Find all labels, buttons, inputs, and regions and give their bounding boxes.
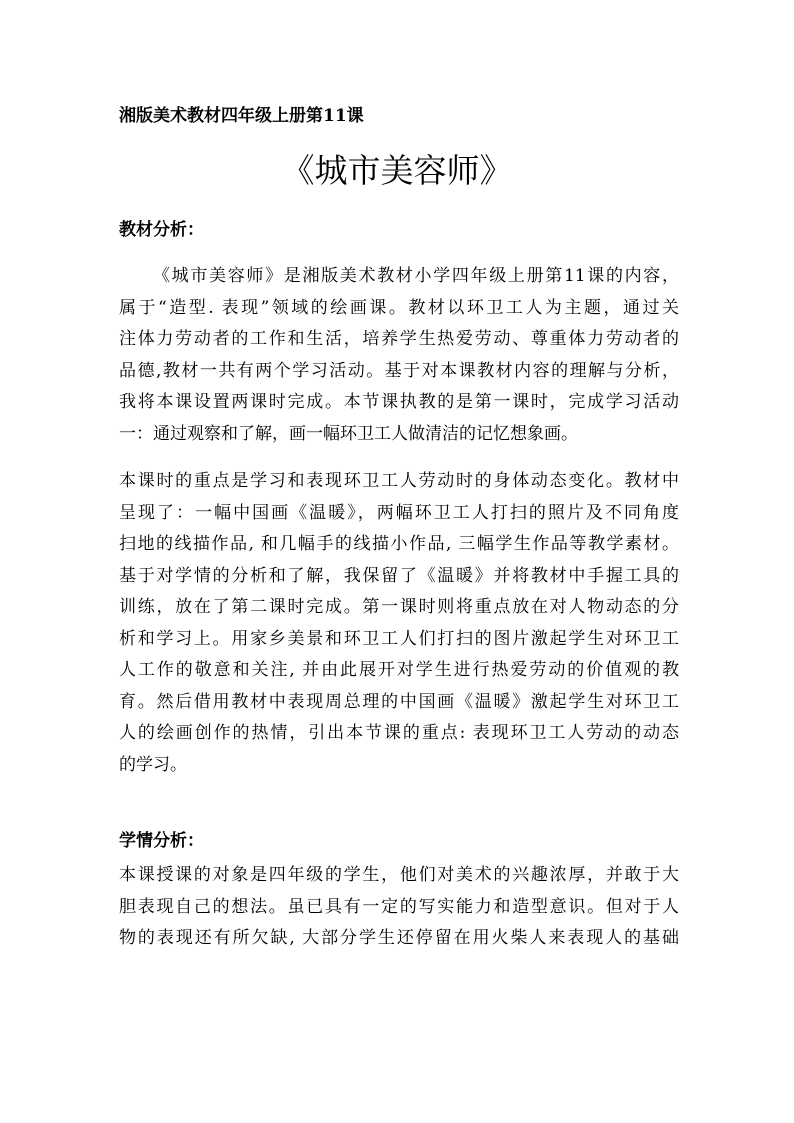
- text-line: 基于对学情的分析和了解，我保留了《温暖》并将教材中手握工具的: [119, 565, 679, 586]
- text-line: 本课授课的对象是四年级的学生，他们对美术的兴趣浓厚，并敢于大: [119, 865, 679, 885]
- text-line: 扫地的线描作品, 和几幅手的线描小作品, 三幅学生作品等教学素材。: [119, 534, 679, 554]
- section-heading-material-analysis: 教材分析：: [119, 220, 204, 240]
- learner-analysis-paragraph: [119, 860, 679, 955]
- text-line: 物的表现还有所欠缺, 大部分学生还停留在用火柴人来表现人的基础: [119, 928, 679, 948]
- text-line: 一：通过观察和了解，画一幅环卫工人做清洁的记忆想象画。: [119, 423, 578, 444]
- text-line: 析和学习上。用家乡美景和环卫工人们打扫的图片激起学生对环卫工: [119, 628, 679, 649]
- material-analysis-paragraph-2: [119, 466, 679, 781]
- text-line: 呈现了：一幅中国画《温暖》，两幅环卫工人打扫的照片及不同角度: [119, 502, 679, 523]
- material-analysis-paragraph-1: [119, 261, 679, 450]
- text-line: 注体力劳动者的工作和生活，培养学生热爱劳动、尊重体力劳动者的: [119, 329, 679, 349]
- document-title: 《城市美容师》: [281, 151, 513, 190]
- text-line: 训练，放在了第二课时完成。第一课时则将重点放在对人物动态的分: [119, 597, 679, 617]
- text-line: 品德,教材一共有两个学习活动。基于对本课教材内容的理解与分析，: [119, 360, 679, 381]
- text-line: 人工作的敬意和关注, 并由此展开对学生进行热爱劳动的价值观的教: [119, 660, 679, 680]
- text-line: 属于“造型. 表现”领域的绘画课。教材以环卫工人为主题，通过关: [119, 297, 679, 318]
- text-line: 《城市美容师》是湘版美术教材小学四年级上册第11课的内容，: [153, 266, 679, 286]
- text-line: 人的绘画创作的热情，引出本节课的重点: 表现环卫工人劳动的动态: [119, 723, 679, 743]
- text-line: 本课时的重点是学习和表现环卫工人劳动时的身体动态变化。教材中: [119, 471, 679, 491]
- text-line: 我将本课设置两课时完成。本节课执教的是第一课时，完成学习活动: [119, 392, 679, 412]
- text-line: 的学习。: [119, 754, 187, 775]
- text-line: 胆表现自己的想法。虽已具有一定的写实能力和造型意识。但对于人: [119, 896, 679, 917]
- section-heading-learner-analysis: 学情分析：: [119, 831, 204, 851]
- text-line: 育。然后借用教材中表现周总理的中国画《温暖》激起学生对环卫工: [119, 691, 679, 712]
- lesson-header: 湘版美术教材四年级上册第11课: [119, 106, 364, 126]
